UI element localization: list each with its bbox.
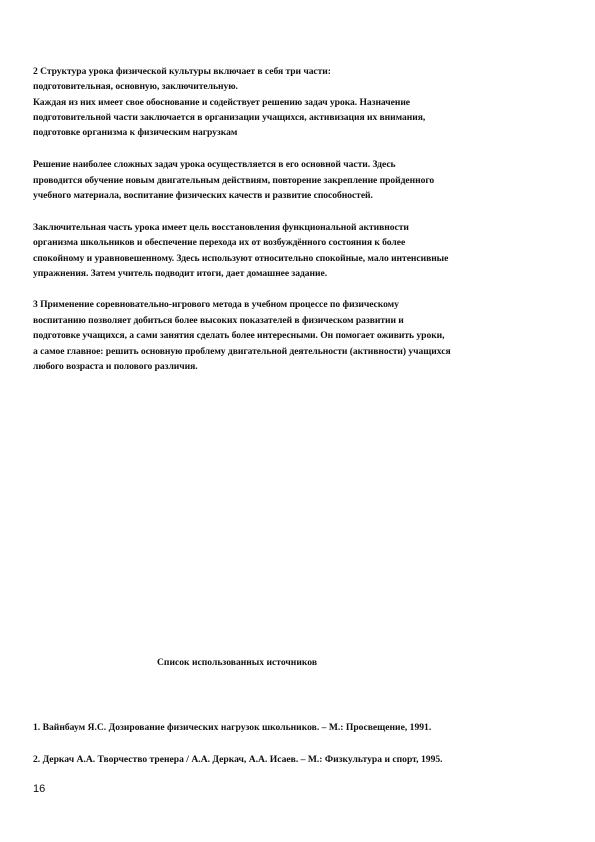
text-line: воспитанию позволяет добиться более высоких показателей в физическом развитии и xyxy=(33,315,404,326)
text-line: упражнения. Затем учитель подводит итоги, дает домашнее задание. xyxy=(33,268,328,279)
text-line: подготовке организма к физическим нагрузкам xyxy=(33,127,238,138)
reference-item: 1. Вайнбаум Я.С. Дозирование физических нагрузок школьников. – М.: Просвещение, 1991. xyxy=(33,722,432,733)
reference-item: 2. Деркач А.А. Творчество тренера / А.А. Деркач, А.А. Исаев. – М.: Физкультура и спорт, 1995. xyxy=(33,754,443,765)
text-line: Заключительная часть урока имеет цель восстановления функциональной активности xyxy=(33,222,409,233)
text-line: проводится обучение новым двигательным действиям, повторение закрепление пройденного xyxy=(33,175,435,186)
text-line: 3 Применение соревновательно-игрового метода в учебном процессе по физическому xyxy=(33,299,399,310)
references-title: Список использованных источников xyxy=(157,657,318,668)
text-line: организма школьников и обеспечение перехода их от возбуждённого состояния к более xyxy=(33,237,406,248)
text-line: подготовительной части заключается в организации учащихся, активизация их внимания, xyxy=(33,112,426,123)
text-line: Решение наиболее сложных задач урока осуществляется в его основной части. Здесь xyxy=(33,159,396,170)
text-line: 2 Структура урока физической культуры включает в себя три части: xyxy=(33,66,331,77)
text-line: учебного материала, воспитание физических качеств и развитие способностей. xyxy=(33,190,373,201)
text-line: любого возраста и полового различия. xyxy=(33,361,198,372)
page-number: 16 xyxy=(33,783,46,795)
text-line: подготовке учащихся, а сами занятия сделать более интересными. Он помогает оживить уроки, xyxy=(33,330,445,341)
text-line: а самое главное: решить основную проблему двигательной деятельности (активности) учащихся xyxy=(33,346,451,357)
text-line: спокойному и уравновешенному. Здесь используют относительно спокойные, мало интенсивные xyxy=(33,253,449,264)
text-line: Каждая из них имеет свое обоснование и содействует решению задач урока. Назначение xyxy=(33,97,411,108)
text-line: подготовительная, основную, заключительную. xyxy=(33,81,238,92)
